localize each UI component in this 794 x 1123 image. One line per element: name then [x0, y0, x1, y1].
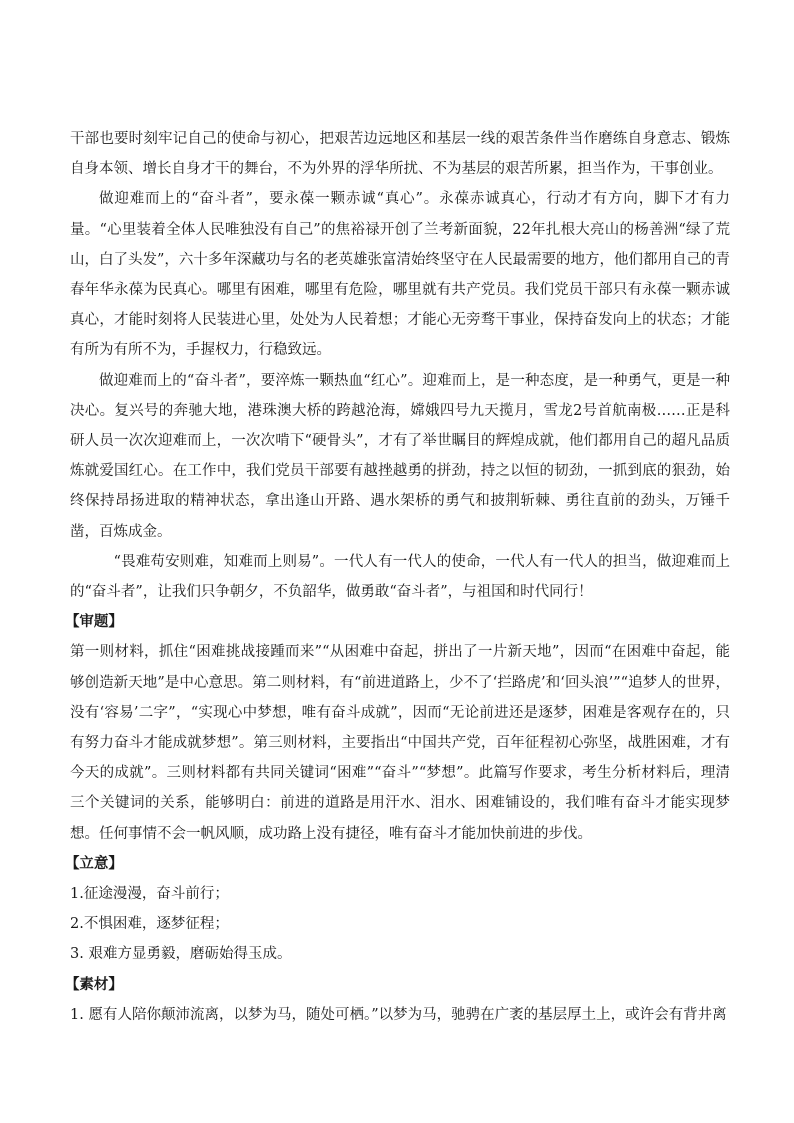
list-item-liyi-1: 1.征途漫漫，奋斗前行； [70, 886, 229, 903]
section-body-shenti: 第一则材料，抓住“困难挑战接踵而来”“从困难中奋起，拼出了一片新天地”，因而“在困难中奋起，能够创造新天地”是中心意思。第二则材料，有“前进道路上，少不了‘拦路虎’和‘回头浪’”“追梦人的世界，没有‘容易’二字”，“实现心中梦想，唯有奋斗成就”，因而“无论前进还是逐梦，困难是客观存在的，只有努力奋斗才能成就梦想”。第三则材料，主要指出“中国共产党，百年征程初心弥坚，战胜困难，才有今天的成就”。三则材料都有共同关键词“困难”“奋斗”“梦想”。此篇写作要求，考生分析材料后，理清三个关键词的关系，能够明白：前进的道路是用汗水、泪水、困难铺设的，我们唯有奋斗才能实现梦想。任何事情不会一帆风顺，成功路上没有捷径，唯有奋斗才能加快前进的步伐。 [70, 644, 730, 842]
list-item-liyi-3: 3. 艰难方显勇毅，磨砺始得玉成。 [70, 946, 292, 963]
list-item-liyi-2: 2.不惧困难，逐梦征程； [70, 916, 229, 933]
paragraph-career-mission: 干部也要时刻牢记自己的使命与初心，把艰苦边远地区和基层一线的艰苦条件当作磨练自身意志、锻炼自身本领、增长自身才干的舞台，不为外界的浮华所扰、不为基层的艰苦所累，担当作为，干事创业。 [70, 131, 730, 178]
list-item-sucai-1: 1. 愿有人陪你颠沛流离，以梦为马，随处可栖。”以梦为马，驰骋在广袤的基层厚土上，或许会有背井离 [70, 1006, 727, 1023]
paragraph-conclusion: “畏难苟安则难，知难而上则易”。一代人有一代人的使命，一代人有一代人的担当，做迎难而上的“奋斗者”，让我们只争朝夕，不负韶华，做勇敢“奋斗者”，与祖国和时代同行！ [70, 553, 730, 601]
section-heading-sucai: 【素材】 [64, 975, 123, 993]
section-heading-liyi: 【立意】 [64, 854, 123, 872]
document-page [64, 124, 730, 1030]
paragraph-red-heart: 做迎难而上的“奋斗者”，要淬炼一颗热血“红心”。迎难而上，是一种态度，是一种勇气，更是一种决心。复兴号的奔驰大地，港珠澳大桥的跨越沧海，嫦娥四号九天揽月，雪龙2号首航南极……正是科研人员一次次迎难而上，一次次啃下“硬骨头”，才有了举世瞩目的辉煌成就，他们都用自己的超凡品质炼就爱国红心。在工作中，我们党员干部要有越挫越勇的拼劲，持之以恒的韧劲，一抓到底的狠劲，始终保持昂扬进取的精神状态，拿出逢山开路、遇水架桥的勇气和披荆斩棘、勇往直前的劲头，万锤千凿，百炼成金。 [70, 372, 730, 540]
section-heading-shenti: 【审题】 [64, 613, 123, 631]
paragraph-true-heart: 做迎难而上的“奋斗者”，要永葆一颗赤诚“真心”。永葆赤诚真心，行动才有方向，脚下才有力量。“心里装着全体人民唯独没有自己”的焦裕禄开创了兰考新面貌，22年扎根大亮山的杨善洲“绿了荒山，白了头发”，六十多年深藏功与名的老英雄张富清始终坚守在人民最需要的地方，他们都用自己的青春年华永葆为民真心。哪里有困难，哪里有危险，哪里就有共产党员。我们党员干部只有永葆一颗赤诚真心，才能时刻将人民装进心里，处处为人民着想；才能心无旁骛干事业，保持奋发向上的状态；才能有所为有所不为，手握权力，行稳致远。 [70, 191, 730, 359]
